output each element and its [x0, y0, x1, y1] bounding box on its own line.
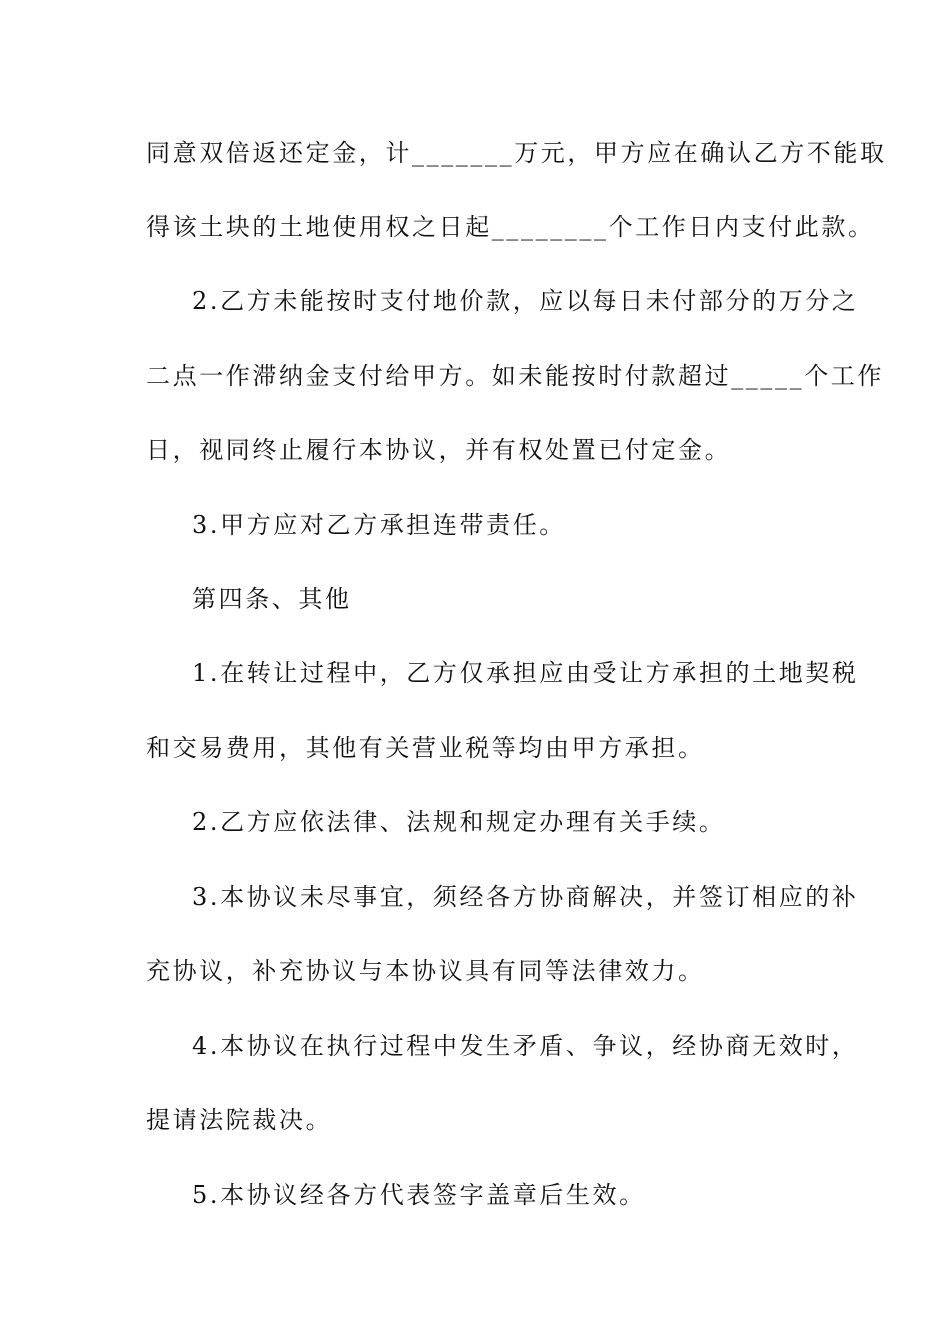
paragraph-other-1: 1.在转让过程中，乙方仅承担应由受让方承担的土地契税: [192, 659, 859, 687]
text-line-12: 充协议，补充协议与本协议具有同等法律效力。: [146, 957, 705, 985]
text-line-4: 二点一作滞纳金支付给甲方。如未能按时付款超过_____个工作: [146, 362, 884, 390]
paragraph-other-3: 3.本协议未尽事宜，须经各方协商解决，并签订相应的补: [192, 883, 859, 911]
section-heading-article-4: 第四条、其他: [192, 585, 352, 613]
paragraph-clause-2: 2.乙方未能按时支付地价款，应以每日未付部分的万分之: [192, 287, 859, 315]
paragraph-other-5: 5.本协议经各方代表签字盖章后生效。: [192, 1181, 646, 1209]
text-line-1: 同意双倍返还定金，计_______万元，甲方应在确认乙方不能取: [146, 139, 887, 167]
text-line-9: 和交易费用，其他有关营业税等均由甲方承担。: [146, 734, 705, 762]
text-line-2: 得该土块的土地使用权之日起________个工作日内支付此款。: [146, 213, 875, 241]
paragraph-clause-3: 3.甲方应对乙方承担连带责任。: [192, 511, 566, 539]
paragraph-other-2: 2.乙方应依法律、法规和规定办理有关手续。: [192, 808, 726, 836]
text-line-5: 日，视同终止履行本协议，并有权处置已付定金。: [146, 436, 732, 464]
paragraph-other-4: 4.本协议在执行过程中发生矛盾、争议，经协商无效时，: [192, 1032, 859, 1060]
text-line-14: 提请法院裁决。: [146, 1106, 333, 1134]
